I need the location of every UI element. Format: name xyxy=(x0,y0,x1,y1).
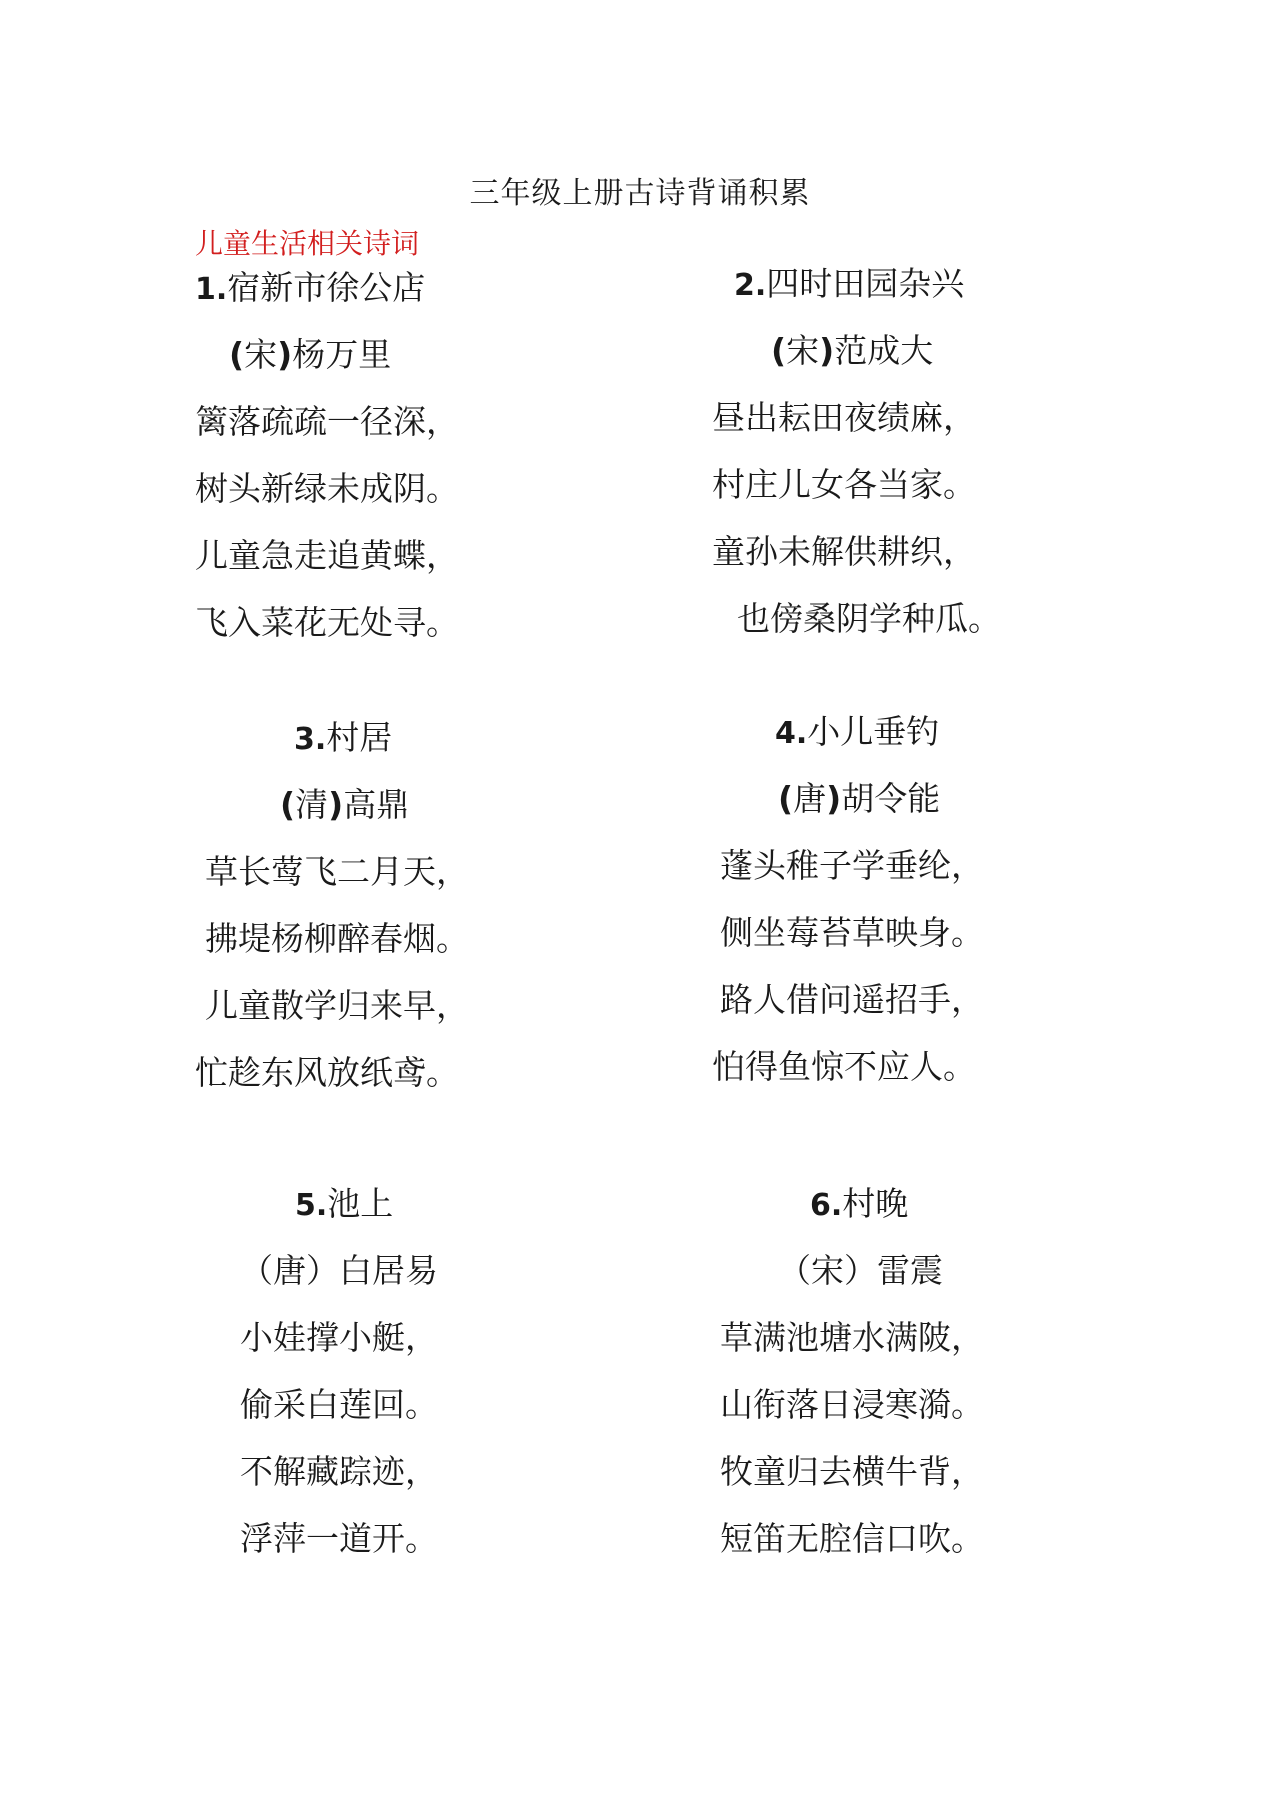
poem-dynasty: 唐 xyxy=(273,1251,306,1290)
poem-line: 牧童归去横牛背， xyxy=(720,1452,984,1491)
poem-line: 童孙未解供耕织， xyxy=(712,532,976,571)
author-paren-close: ) xyxy=(826,779,842,818)
poem-line: 儿童散学归来早， xyxy=(205,986,469,1025)
poem-line: 飞入菜花无处寻。 xyxy=(195,603,459,642)
author-paren-close: ） xyxy=(844,1251,877,1290)
poem-dynasty: 宋 xyxy=(244,335,278,374)
page-title: 三年级上册古诗背诵积累 xyxy=(469,176,811,211)
author-paren-close: ) xyxy=(328,785,344,824)
poem-line: 偷采白莲回。 xyxy=(240,1385,438,1424)
poem-title-text: 四时田园杂兴 xyxy=(766,264,965,303)
poem-author xyxy=(240,1249,438,1293)
poem-number: 1. xyxy=(195,272,228,307)
author-paren-open: ( xyxy=(229,335,245,374)
poem-line: 树头新绿未成阴。 xyxy=(195,469,459,508)
poem-title xyxy=(195,266,425,312)
poem-number: 4. xyxy=(775,716,808,751)
author-paren-open: ( xyxy=(771,331,787,370)
poem-title xyxy=(734,262,964,308)
poem-dynasty: 清 xyxy=(295,785,329,824)
poem-author-name: 杨万里 xyxy=(292,335,392,374)
poem-line: 蓬头稚子学垂纶， xyxy=(720,846,984,885)
poem-line: 村庄儿女各当家。 xyxy=(712,465,976,504)
poem-line: 昼出耘田夜绩麻， xyxy=(712,398,976,437)
poem-title xyxy=(775,710,939,756)
author-paren-open: ( xyxy=(778,779,794,818)
poem-author xyxy=(771,329,933,373)
poem-title-text: 小儿垂钓 xyxy=(807,712,940,751)
poem-number: 6. xyxy=(810,1188,843,1223)
poem-number: 5. xyxy=(295,1188,328,1223)
poem-title-text: 宿新市徐公店 xyxy=(227,268,426,307)
category-heading: 儿童生活相关诗词 xyxy=(195,227,420,260)
poem-line: 儿童急走追黄蝶， xyxy=(195,536,459,575)
poem-author-name: 范成大 xyxy=(834,331,934,370)
poem-number: 2. xyxy=(734,268,767,303)
poem-line: 山衔落日浸寒漪。 xyxy=(720,1385,984,1424)
author-paren-open: （ xyxy=(240,1251,273,1290)
poem-author-name: 雷震 xyxy=(877,1251,943,1290)
poem-title-text: 池上 xyxy=(327,1184,394,1223)
poem-line: 怕得鱼惊不应人。 xyxy=(712,1047,976,1086)
poem-author xyxy=(778,777,940,821)
author-paren-close: ） xyxy=(306,1251,339,1290)
poem-title xyxy=(294,716,392,762)
poem-line: 路人借问遥招手， xyxy=(720,980,984,1019)
poem-author xyxy=(280,783,409,827)
poem-line: 不解藏踪迹， xyxy=(240,1452,438,1491)
poem-line: 短笛无腔信口吹。 xyxy=(720,1519,984,1558)
poem-line: 拂堤杨柳醉春烟。 xyxy=(205,919,469,958)
poem-line: 侧坐莓苔草映身。 xyxy=(720,913,984,952)
poem-author xyxy=(229,333,391,377)
poem-line: 浮萍一道开。 xyxy=(240,1519,438,1558)
poem-title xyxy=(295,1182,393,1228)
author-paren-close: ) xyxy=(819,331,835,370)
poem-line: 也傍桑阴学种瓜。 xyxy=(737,599,1001,638)
poem-author-name: 胡令能 xyxy=(841,779,941,818)
author-paren-open: （ xyxy=(778,1251,811,1290)
poem-title-text: 村居 xyxy=(326,718,393,757)
poem-author xyxy=(778,1249,943,1293)
author-paren-close: ) xyxy=(277,335,293,374)
poem-author-name: 白居易 xyxy=(339,1251,438,1290)
poem-title-text: 村晚 xyxy=(842,1184,909,1223)
poem-number: 3. xyxy=(294,722,327,757)
poem-line: 小娃撑小艇， xyxy=(240,1318,438,1357)
poem-title xyxy=(810,1182,908,1228)
poem-line: 篱落疏疏一径深， xyxy=(195,402,459,441)
poem-line: 忙趁东风放纸鸢。 xyxy=(195,1053,459,1092)
poem-dynasty: 宋 xyxy=(811,1251,844,1290)
author-paren-open: ( xyxy=(280,785,296,824)
poem-line: 草长莺飞二月天， xyxy=(205,852,469,891)
poem-author-name: 高鼎 xyxy=(343,785,410,824)
poem-dynasty: 唐 xyxy=(793,779,827,818)
poem-line: 草满池塘水满陂， xyxy=(720,1318,984,1357)
poem-dynasty: 宋 xyxy=(786,331,820,370)
